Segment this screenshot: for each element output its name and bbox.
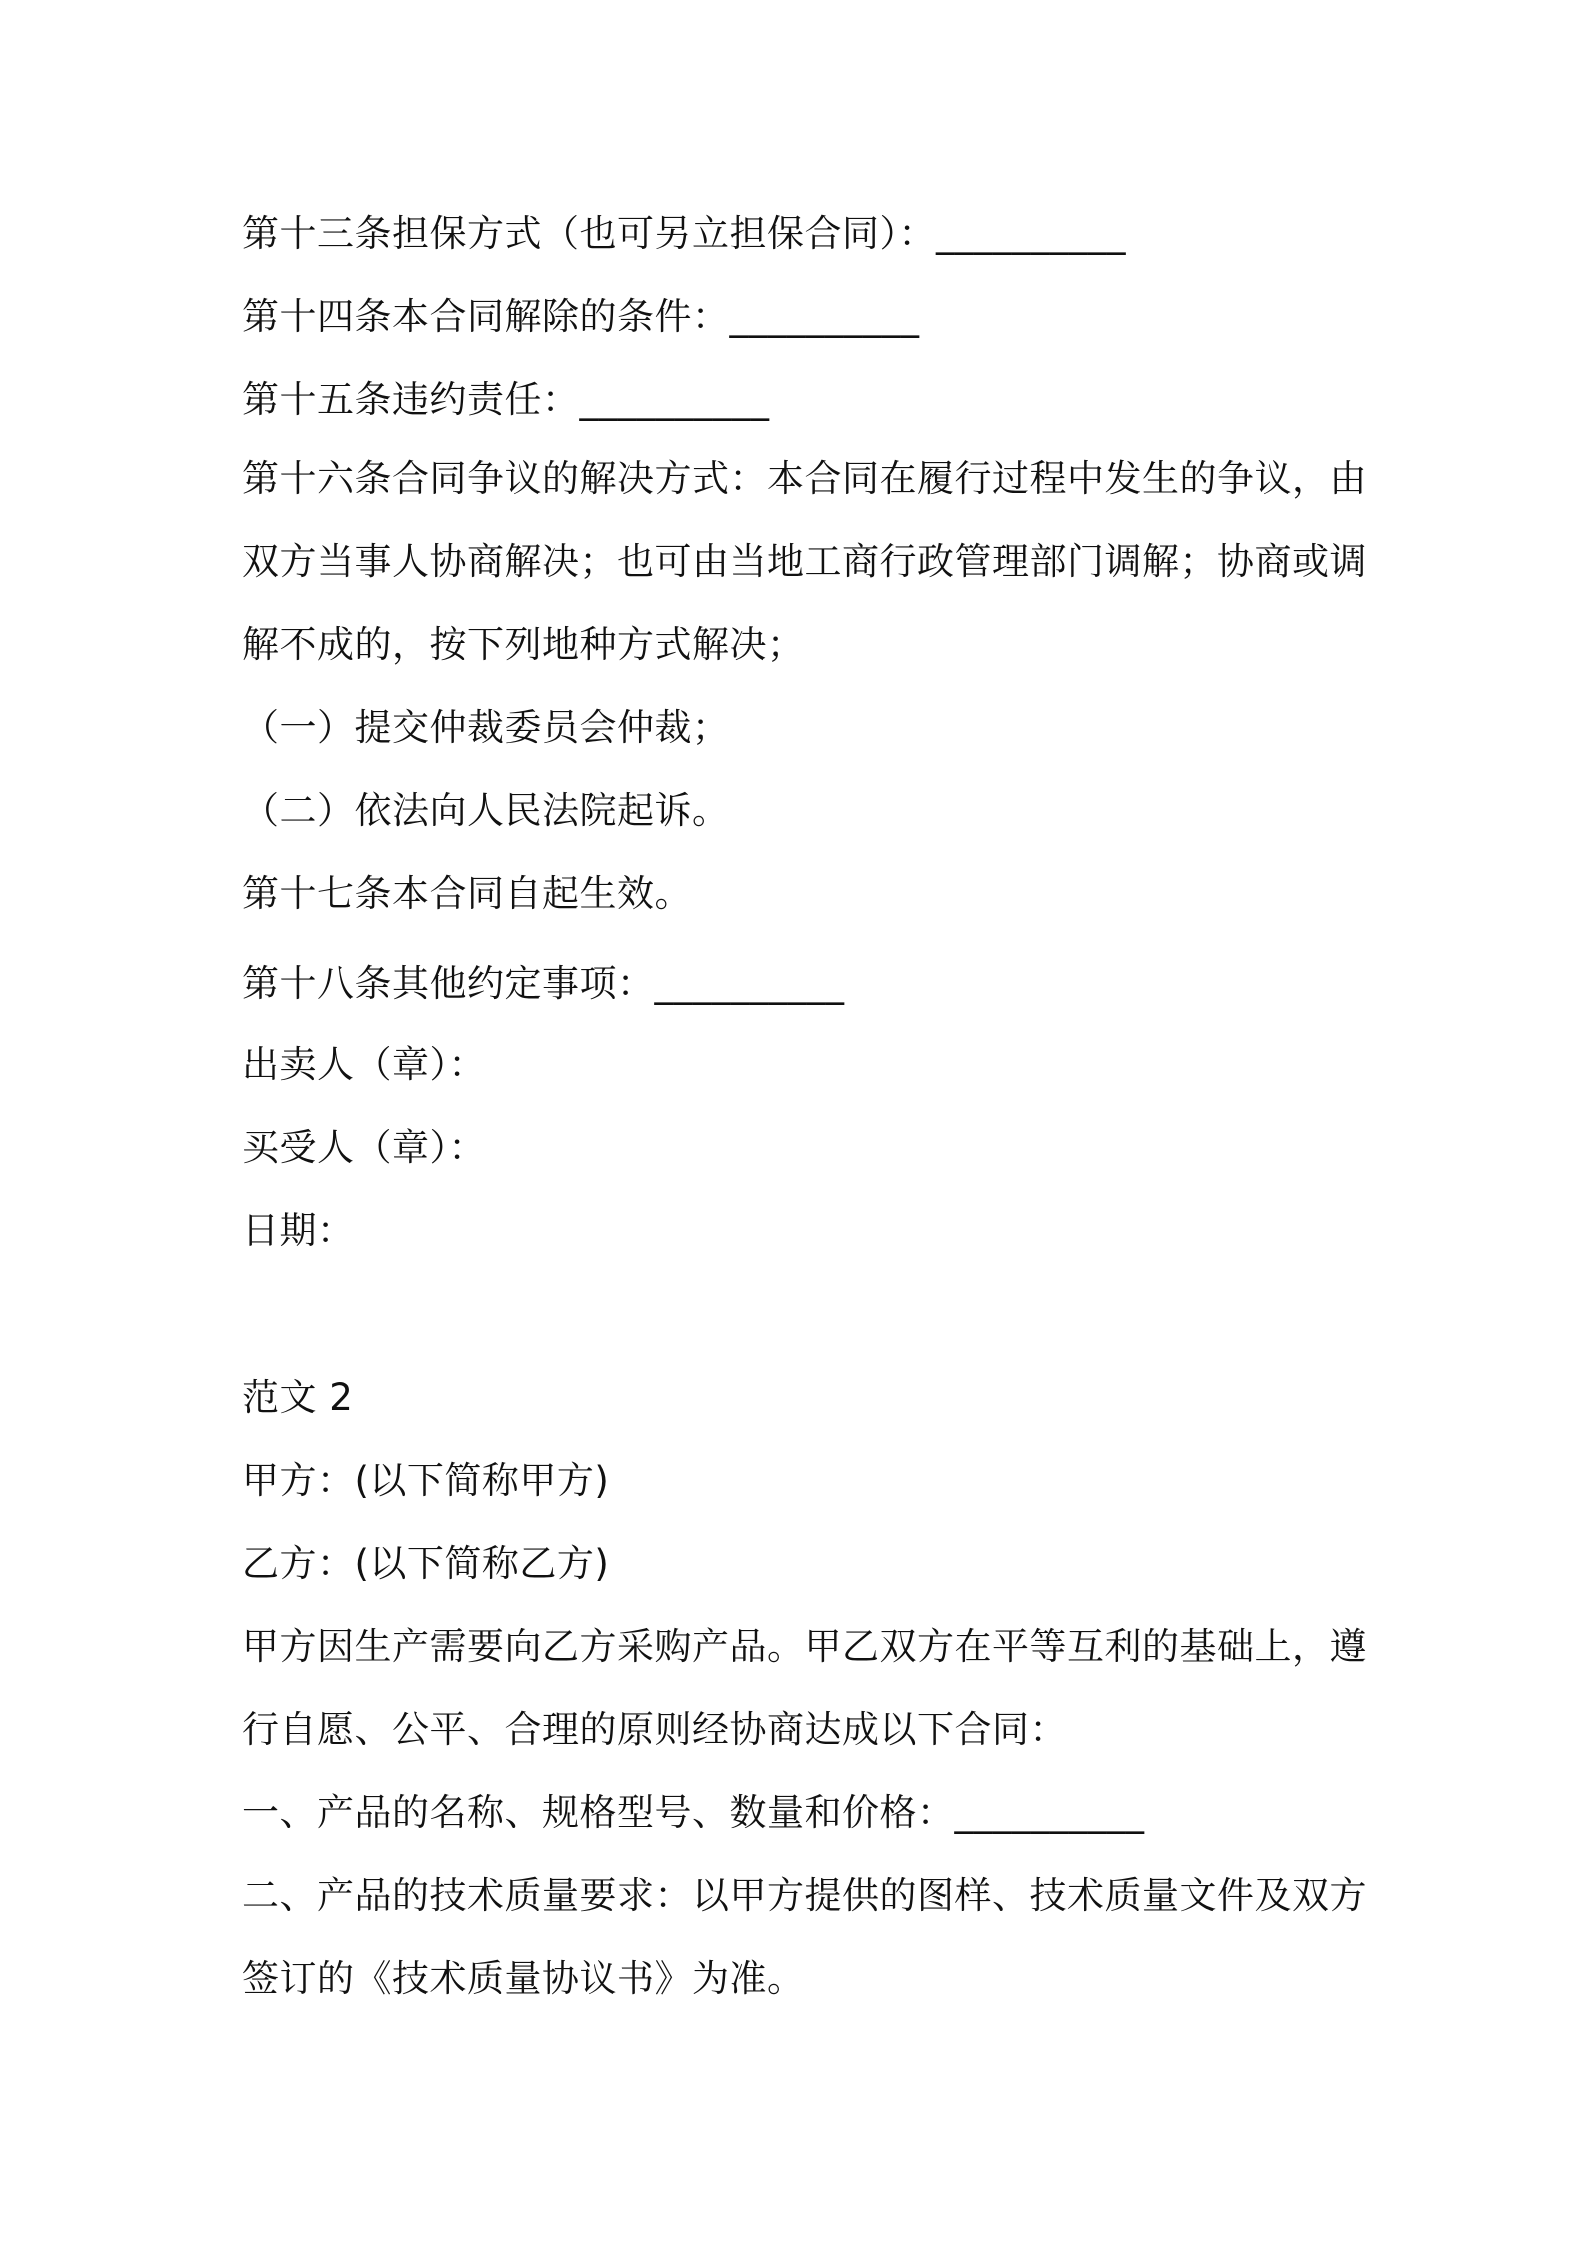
party-a: 甲方：(以下简称甲方) (242, 1459, 610, 1502)
sample-2-heading: 范文 2 (242, 1376, 354, 1419)
article-2-quality-line-1: 二、产品的技术质量要求：以甲方提供的图样、技术质量文件及双方 (242, 1874, 1367, 1917)
seller-seal: 出卖人（章）： (242, 1043, 486, 1086)
date-label: 日期： (242, 1209, 355, 1252)
clause-16-dispute-line-3: 解不成的，按下列地种方式解决； (242, 623, 805, 666)
article-1-product: 一、产品的名称、规格型号、数量和价格：__________ (242, 1791, 1145, 1834)
buyer-seal: 买受人（章）： (242, 1126, 486, 1169)
clause-16-dispute-line-2: 双方当事人协商解决；也可由当地工商行政管理部门调解；协商或调 (242, 540, 1367, 583)
clause-13-guarantee: 第十三条担保方式（也可另立担保合同）：__________ (242, 212, 1126, 255)
clause-14-termination: 第十四条本合同解除的条件：__________ (242, 295, 920, 338)
clause-18-other: 第十八条其他约定事项：__________ (242, 962, 845, 1005)
dispute-option-1: （一）提交仲裁委员会仲裁； (242, 706, 730, 749)
dispute-option-2: （二）依法向人民法院起诉。 (242, 789, 730, 832)
clause-16-dispute-line-1: 第十六条合同争议的解决方式：本合同在履行过程中发生的争议，由 (242, 457, 1367, 500)
clause-15-liability: 第十五条违约责任：__________ (242, 378, 770, 421)
party-b: 乙方：(以下简称乙方) (242, 1542, 610, 1585)
preamble-line-1: 甲方因生产需要向乙方采购产品。甲乙双方在平等互利的基础上，遵 (242, 1625, 1367, 1668)
article-2-quality-line-2: 签订的《技术质量协议书》为准。 (242, 1957, 805, 2000)
preamble-line-2: 行自愿、公平、合理的原则经协商达成以下合同： (242, 1708, 1067, 1751)
clause-17-effective: 第十七条本合同自起生效。 (242, 872, 692, 915)
